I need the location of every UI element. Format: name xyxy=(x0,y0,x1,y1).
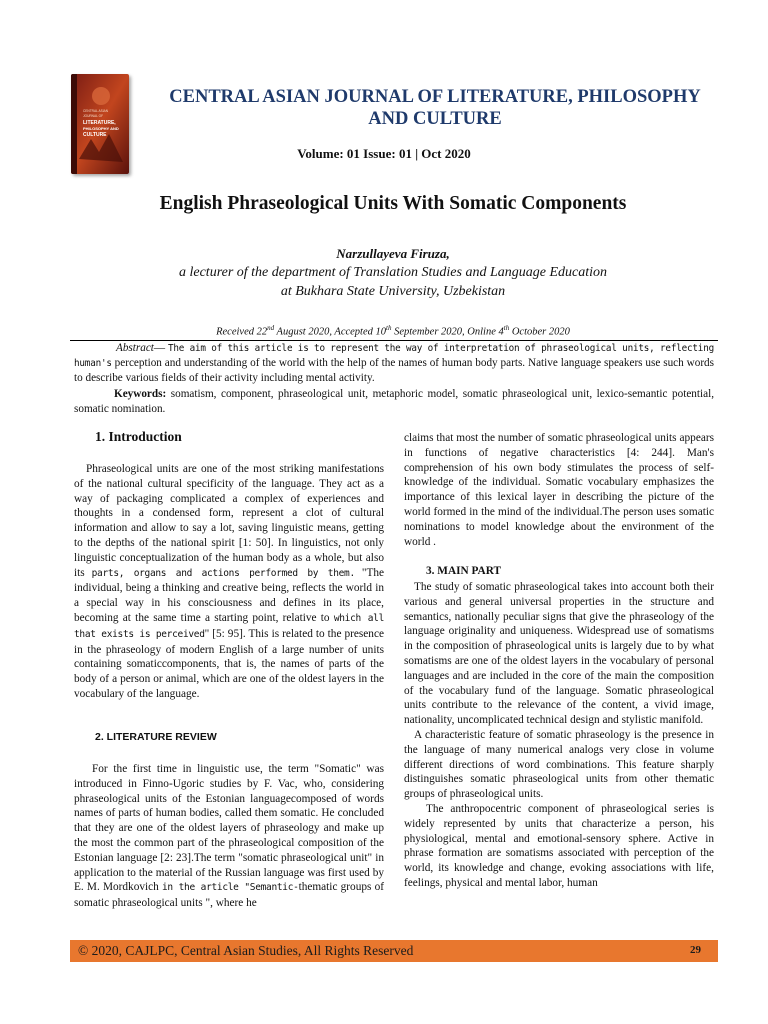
cover-text-1: CENTRAL ASIAN xyxy=(83,109,109,113)
keywords xyxy=(74,387,714,417)
abstract-label: Abstract xyxy=(116,342,154,354)
received-date: Received 22 xyxy=(216,326,268,338)
main-part-body xyxy=(404,580,714,891)
online-date: September 2020, Online 4 xyxy=(391,326,504,338)
intro-text-2: "The individual, being a thinking and creative being, reflects the world in a special way in his consciousness and defines in its place, becoming at the same time a starting point, relative to xyxy=(74,566,385,624)
paper-title: English Phraseological Units With Somatic Components xyxy=(159,193,627,214)
right-col-text-1: claims that most the number of somatic phraseological units appears in functions of negative characteristics [4: 244]. Man's comprehension of his own body stimulates the process of self-knowledge of the individual. Somatic vocabulary emphasizes the importance of this lexical layer in describing the picture of the world formed in the mind of the individual.The person uses somatic nominations to model knowledge about the environment of the world . xyxy=(404,432,714,548)
main-part-heading: 3. MAIN PART xyxy=(426,565,502,577)
intro-text-mono-1: parts, organs and actions performed by them. xyxy=(91,567,355,579)
lit-text-mono: in the article "Semantic- xyxy=(162,882,299,894)
page-number: 29 xyxy=(690,944,701,956)
intro-paragraph xyxy=(74,462,384,702)
accepted-sup: th xyxy=(386,324,392,332)
received-sup: nd xyxy=(267,324,275,332)
abstract xyxy=(74,341,714,386)
keywords-label: Keywords: xyxy=(114,388,167,400)
intro-text-3: " [5: 95]. This is related to the presence in the phraseology of modern English of a large number of units containing somaticcomponents, that is, the names of parts of the body of a person or animal, which are one of the oldest layers in the vocabulary of the language. xyxy=(74,627,384,700)
publication-dates xyxy=(0,324,768,338)
online-sup: th xyxy=(503,324,510,332)
main-part-paragraph-2: A characteristic feature of somatic phraseology is the presence in the language of many numerical analogs very close in volume different directions of word combinations. This feature sharply distinguishes somatic phraseological units from other thematic groups of phraseological units. xyxy=(404,728,714,801)
cover-text-4: PHILOSOPHY AND xyxy=(83,126,119,131)
footer-copyright: © 2020, CAJLPC, Central Asian Studies, All Rights Reserved xyxy=(78,943,414,958)
main-part-paragraph-1: The study of somatic phraseological takes into account both their various and general universal properties in the structure and semantics, nationally peculiar signs that give the phraseology of the language originality and uniqueness. Widespread use of somatisms in the composition of phraseological units is largely due to by what somatisms are one of the oldest layers in the vocabulary of personal languages and are included in the core of the main the composition of the vocabulary fund of the language. Somatic phraseological units contribute to the relevance of the content, a vivid image, nationality, uncomplicated technical design and stylistic manifold. xyxy=(404,581,714,727)
online-date-rest: October 2020 xyxy=(509,326,570,338)
main-part-paragraph-3: The anthropocentric component of phraseological series is widely represented by units that characterize a person, his physiological, mental and emotional-sensory sphere. Active in phrase formation are somatisms associated with perception of the world, its knowledge and change, evoking associations with life, feelings, physical and mental labor, human xyxy=(404,802,714,889)
literature-review-heading: 2. LITERATURE REVIEW xyxy=(95,731,217,743)
intro-heading: 1. Introduction xyxy=(95,429,182,444)
journal-title-line1: CENTRAL ASIAN JOURNAL OF LITERATURE, PHILOSOPHY xyxy=(169,87,701,107)
abstract-dash: — xyxy=(153,342,168,354)
cover-text-5: CULTURE xyxy=(83,132,107,138)
abstract-text-mono: The aim of this article is to represent the way of interpretation of phraseological units, reflecting human's xyxy=(74,343,714,369)
abstract-text: perception and understanding of the world with the help of the names of human body parts. Native language speakers use such words to describe various fields of their activity including mental activity. xyxy=(74,357,714,384)
right-col-paragraph-1 xyxy=(404,431,714,549)
lit-text-2: thematic groups of somatic phraseological units ", where he xyxy=(74,881,384,910)
literature-review-paragraph xyxy=(74,762,384,911)
intro-text-1: Phraseological units are one of the most striking manifestations of the national cultural specificity of the language. They act as a way of packaging complicated a complex of experiences and thoughts in a condensed form, represent a clot of cultural information and allow to say a lot, saving linguistic means, getting to the depths of the national spirit [1: 50]. In linguistics, not only linguistic conceptualization of the human body as a whole, but also its xyxy=(74,463,384,579)
author-affiliation-line2: at Bukhara State University, Uzbekistan xyxy=(280,284,506,299)
volume-issue: Volume: 01 Issue: 01 | Oct 2020 xyxy=(297,146,471,161)
author-name: Narzullayeva Firuza, xyxy=(336,246,450,261)
accepted-date: August 2020, Accepted 10 xyxy=(274,326,387,338)
intro-text-mono-2: which all that exists is perceived xyxy=(74,612,385,640)
lit-text-1: For the first time in linguistic use, the term "Somatic" was introduced in Finno-Ugoric studies by F. Vac, who, considering phraseological units of the Estonian languagecomposed of words names of parts of human bodies, called them somatic. He concluded that they are one of the oldest layers of phraseology and make up the most the common part of the phraseological composition of the Estonian language [2: 23].The term "somatic phraseological unit" in application to the material of the Russian language was first used by E. M. Mordkovich xyxy=(74,763,384,894)
journal-title-line2: AND CULTURE xyxy=(368,109,502,129)
cover-text-2: JOURNAL OF xyxy=(83,114,104,118)
author-affiliation-line1: a lecturer of the department of Translation Studies and Language Education xyxy=(178,265,607,280)
keywords-text: somatism, component, phraseological unit, metaphoric model, somatic phraseological unit, lexico-semantic potential, somatic nomination. xyxy=(74,388,714,415)
journal-title xyxy=(150,86,720,130)
cover-text-3: LITERATURE, xyxy=(83,120,116,126)
